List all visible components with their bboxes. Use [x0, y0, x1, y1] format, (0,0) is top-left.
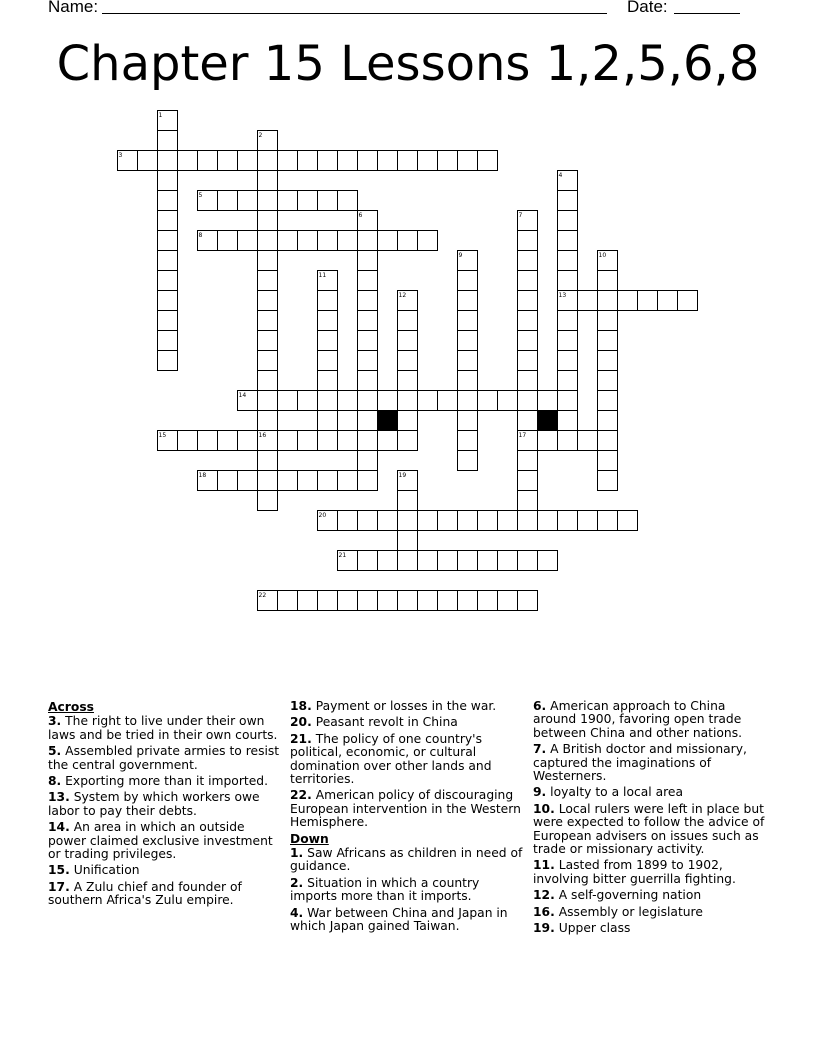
clue-number-label: 22 — [258, 592, 267, 599]
grid-cell[interactable] — [438, 551, 458, 571]
grid-cell[interactable] — [518, 491, 538, 511]
grid-cell[interactable] — [458, 151, 478, 171]
clue-number-label: 10 — [598, 252, 607, 259]
grid-cell[interactable] — [658, 291, 678, 311]
grid-cell[interactable] — [618, 291, 638, 311]
grid-cell[interactable] — [318, 471, 338, 491]
grid-cell[interactable] — [238, 151, 258, 171]
grid-cell[interactable] — [298, 391, 318, 411]
grid-cell[interactable] — [638, 291, 658, 311]
grid-cell[interactable] — [358, 291, 378, 311]
clue-down-16: 16. Assembly or legislature — [533, 904, 703, 919]
grid-cell[interactable] — [518, 331, 538, 351]
clue-down-19: 19. Upper class — [533, 921, 631, 936]
grid-cell[interactable] — [358, 231, 378, 251]
grid-cell[interactable] — [518, 351, 538, 371]
grid-cell[interactable] — [158, 191, 178, 211]
clue-across-20: 20. Peasant revolt in China — [290, 715, 458, 730]
grid-cell[interactable] — [358, 551, 378, 571]
grid-cell[interactable] — [398, 411, 418, 431]
grid-cell[interactable] — [518, 291, 538, 311]
clue-across-5: 5. Assembled private armies to resist the central government. — [48, 744, 280, 772]
grid-cell[interactable] — [338, 511, 358, 531]
grid-cell[interactable] — [258, 491, 278, 511]
grid-cell[interactable] — [358, 391, 378, 411]
grid-cell[interactable] — [398, 351, 418, 371]
grid-cell[interactable] — [558, 191, 578, 211]
grid-cell[interactable] — [258, 311, 278, 331]
grid-cell[interactable] — [538, 391, 558, 411]
grid-cell[interactable] — [458, 411, 478, 431]
clue-number-label: 7 — [518, 212, 523, 219]
grid-cell[interactable] — [278, 391, 298, 411]
grid-cell[interactable] — [358, 351, 378, 371]
grid-cell[interactable] — [318, 311, 338, 331]
page-title: Chapter 15 Lessons 1,2,5,6,8 — [56, 36, 760, 92]
clue-down-1: 1. Saw Africans as children in need of guidance. — [290, 846, 523, 874]
grid-cell[interactable] — [518, 251, 538, 271]
grid-cell[interactable] — [418, 591, 438, 611]
grid-cell[interactable] — [418, 391, 438, 411]
down-heading: Down — [290, 831, 329, 846]
clue-down-4: 4. War between China and Japan in which Japan gained Taiwan. — [290, 905, 508, 934]
grid-cell[interactable] — [158, 271, 178, 291]
grid-cell[interactable] — [518, 411, 538, 431]
grid-cell[interactable] — [438, 591, 458, 611]
clue-number-label: 4 — [558, 172, 563, 179]
grid-cell[interactable] — [458, 391, 478, 411]
grid-cell[interactable] — [338, 591, 358, 611]
grid-cell[interactable] — [278, 591, 298, 611]
grid-cell[interactable] — [558, 251, 578, 271]
grid-cell[interactable] — [158, 351, 178, 371]
grid-cell[interactable] — [158, 251, 178, 271]
grid-cell[interactable] — [418, 511, 438, 531]
grid-cell[interactable] — [198, 431, 218, 451]
grid-cell[interactable] — [258, 411, 278, 431]
clue-down-2: 2. Situation in which a country imports more than it imports. — [290, 875, 480, 904]
clue-across-13: 13. System by which workers owe labor to pay their debts. — [48, 790, 260, 818]
grid-cell[interactable] — [378, 591, 398, 611]
grid-cell[interactable] — [458, 511, 478, 531]
grid-cell[interactable] — [258, 371, 278, 391]
grid-cell[interactable] — [598, 311, 618, 331]
grid-cell[interactable] — [518, 311, 538, 331]
clue-across-21: 21. The policy of one country's political, economic, or cultural domination over other lands and territories. — [290, 731, 492, 787]
grid-cell[interactable] — [218, 191, 238, 211]
grid-cell[interactable] — [598, 451, 618, 471]
grid-cell[interactable] — [418, 151, 438, 171]
grid-cell[interactable] — [398, 311, 418, 331]
clue-number-label: 19 — [398, 472, 407, 479]
grid-cell[interactable] — [298, 471, 318, 491]
grid-cell[interactable] — [538, 511, 558, 531]
grid-cell[interactable] — [278, 431, 298, 451]
grid-cell[interactable] — [378, 551, 398, 571]
grid-cell[interactable] — [518, 511, 538, 531]
grid-cell[interactable] — [238, 231, 258, 251]
grid-cell[interactable] — [358, 311, 378, 331]
grid-cell[interactable] — [558, 311, 578, 331]
across-heading: Across — [48, 700, 94, 714]
grid-cell[interactable] — [298, 431, 318, 451]
clue-number-label: 14 — [238, 392, 247, 399]
grid-cell[interactable] — [158, 331, 178, 351]
grid-cell[interactable] — [518, 551, 538, 571]
clue-across-18: 18. Payment or losses in the war. — [290, 699, 497, 713]
grid-cell[interactable] — [358, 511, 378, 531]
clue-number-label: 3 — [118, 152, 123, 159]
grid-cell[interactable] — [498, 391, 518, 411]
grid-cell[interactable] — [298, 591, 318, 611]
clue-number-label: 9 — [458, 252, 463, 259]
grid-cell[interactable] — [338, 151, 358, 171]
grid-cell[interactable] — [218, 231, 238, 251]
grid-cell[interactable] — [438, 511, 458, 531]
grid-cell[interactable] — [418, 551, 438, 571]
grid-cell[interactable] — [578, 291, 598, 311]
grid-cell[interactable] — [198, 151, 218, 171]
grid-cell[interactable] — [258, 231, 278, 251]
grid-cell[interactable] — [458, 331, 478, 351]
grid-cell[interactable] — [398, 431, 418, 451]
grid-cell[interactable] — [478, 511, 498, 531]
clue-across-8: 8. Exporting more than it imported. — [48, 774, 268, 789]
grid-cell[interactable] — [278, 191, 298, 211]
grid-cell[interactable] — [498, 591, 518, 611]
grid-cell[interactable] — [278, 231, 298, 251]
grid-cell[interactable] — [478, 591, 498, 611]
grid-cell[interactable] — [318, 231, 338, 251]
clues-column-3 — [533, 700, 769, 939]
clue-number-label: 16 — [258, 432, 267, 439]
grid-cell[interactable] — [478, 151, 498, 171]
grid-cell[interactable] — [358, 591, 378, 611]
grid-cell[interactable] — [298, 231, 318, 251]
grid-cell[interactable] — [318, 591, 338, 611]
grid-cell[interactable] — [598, 431, 618, 451]
grid-cell[interactable] — [558, 231, 578, 251]
grid-cell[interactable] — [458, 311, 478, 331]
grid-cell[interactable] — [438, 391, 458, 411]
grid-cell[interactable] — [278, 471, 298, 491]
grid-cell[interactable] — [558, 211, 578, 231]
grid-cell[interactable] — [258, 151, 278, 171]
grid-cell[interactable] — [318, 411, 338, 431]
grid-cell[interactable] — [238, 191, 258, 211]
grid-cell[interactable] — [258, 191, 278, 211]
clue-number-label: 15 — [158, 432, 167, 439]
grid-cell[interactable] — [258, 351, 278, 371]
clue-number-label: 6 — [358, 212, 363, 219]
clue-across-15: 15. Unification — [48, 863, 140, 878]
grid-cell[interactable] — [318, 331, 338, 351]
clue-across-17: 17. A Zulu chief and founder of southern Africa's Zulu empire. — [48, 879, 242, 908]
grid-cell[interactable] — [138, 151, 158, 171]
grid-cell[interactable] — [378, 431, 398, 451]
clue-number-label: 5 — [198, 192, 203, 199]
grid-cell[interactable] — [258, 271, 278, 291]
date-label: Date: — [627, 0, 668, 16]
grid-cell[interactable] — [338, 231, 358, 251]
grid-cell[interactable] — [578, 431, 598, 451]
grid-cell[interactable] — [358, 331, 378, 351]
grid-cell[interactable] — [598, 391, 618, 411]
grid-cell[interactable] — [258, 471, 278, 491]
clue-number-label: 12 — [398, 292, 407, 299]
grid-cell[interactable] — [518, 451, 538, 471]
grid-cell[interactable] — [558, 351, 578, 371]
grid-cell[interactable] — [518, 471, 538, 491]
grid-cell[interactable] — [518, 391, 538, 411]
grid-cell[interactable] — [378, 151, 398, 171]
clue-across-22: 22. American policy of discouraging European intervention in the Western Hemisphere. — [290, 788, 521, 830]
grid-cell[interactable] — [618, 511, 638, 531]
grid-cell-black — [538, 411, 558, 431]
clues-column-1 — [48, 700, 280, 911]
grid-cell[interactable] — [458, 271, 478, 291]
grid-cell[interactable] — [418, 231, 438, 251]
grid-cell[interactable] — [398, 391, 418, 411]
grid-cell[interactable] — [158, 171, 178, 191]
grid-cell[interactable] — [558, 271, 578, 291]
grid-cell[interactable] — [558, 411, 578, 431]
clue-number-label: 20 — [318, 512, 327, 519]
grid-cell[interactable] — [458, 591, 478, 611]
grid-cell[interactable] — [398, 371, 418, 391]
grid-cell[interactable] — [338, 431, 358, 451]
grid-cell[interactable] — [358, 251, 378, 271]
grid-cell[interactable] — [598, 331, 618, 351]
grid-cell[interactable] — [358, 471, 378, 491]
grid-cell[interactable] — [518, 371, 538, 391]
grid-cell[interactable] — [178, 151, 198, 171]
grid-cell[interactable] — [398, 491, 418, 511]
grid-cell[interactable] — [678, 291, 698, 311]
clue-number-label: 13 — [558, 292, 567, 299]
grid-cell[interactable] — [578, 511, 598, 531]
clue-number-label: 17 — [518, 432, 527, 439]
grid-cell[interactable] — [318, 291, 338, 311]
grid-cell[interactable] — [598, 371, 618, 391]
grid-cell[interactable] — [378, 231, 398, 251]
grid-cell[interactable] — [318, 191, 338, 211]
grid-cell[interactable] — [278, 151, 298, 171]
clue-number-label: 8 — [198, 232, 203, 239]
grid-cell[interactable] — [218, 431, 238, 451]
grid-cell[interactable] — [458, 291, 478, 311]
grid-cell[interactable] — [158, 211, 178, 231]
grid-cell[interactable] — [458, 371, 478, 391]
grid-cell[interactable] — [318, 351, 338, 371]
grid-cell[interactable] — [358, 451, 378, 471]
grid-cell[interactable] — [598, 291, 618, 311]
grid-cell[interactable] — [558, 511, 578, 531]
clue-number-label: 18 — [198, 472, 207, 479]
grid-cell[interactable] — [438, 151, 458, 171]
grid-cell[interactable] — [338, 391, 358, 411]
grid-cell[interactable] — [458, 451, 478, 471]
grid-cell[interactable] — [398, 331, 418, 351]
grid-cell[interactable] — [498, 551, 518, 571]
grid-cell[interactable] — [158, 311, 178, 331]
grid-cell[interactable] — [498, 511, 518, 531]
grid-cell[interactable] — [398, 551, 418, 571]
grid-cell[interactable] — [218, 471, 238, 491]
grid-cell[interactable] — [398, 531, 418, 551]
grid-cell[interactable] — [598, 411, 618, 431]
grid-cell[interactable] — [158, 231, 178, 251]
grid-cell[interactable] — [378, 511, 398, 531]
clue-down-6: 6. American approach to China around 1900, favoring open trade between China and other nations. — [533, 699, 743, 740]
grid-cell[interactable] — [178, 431, 198, 451]
grid-cell[interactable] — [598, 511, 618, 531]
grid-cell[interactable] — [478, 551, 498, 571]
grid-cell[interactable] — [258, 291, 278, 311]
grid-cell[interactable] — [358, 271, 378, 291]
grid-cell[interactable] — [358, 411, 378, 431]
clue-down-11: 11. Lasted from 1899 to 1902, involving bitter guerrilla fighting. — [533, 858, 736, 886]
clue-number-label: 21 — [338, 552, 347, 559]
grid-cell[interactable] — [598, 351, 618, 371]
grid-cell[interactable] — [298, 151, 318, 171]
grid-cell[interactable] — [518, 231, 538, 251]
grid-cell[interactable] — [378, 391, 398, 411]
grid-cell[interactable] — [598, 471, 618, 491]
grid-cell[interactable] — [518, 271, 538, 291]
grid-cell[interactable] — [518, 591, 538, 611]
clues-column-2 — [290, 700, 525, 937]
grid-cell[interactable] — [258, 451, 278, 471]
grid-cell[interactable] — [338, 471, 358, 491]
clue-down-7: 7. A British doctor and missionary, captured the imaginations of Westerners. — [533, 742, 747, 784]
clue-across-14: 14. An area in which an outside power claimed exclusive investment or trading privileges. — [48, 820, 273, 862]
grid-cell[interactable] — [318, 391, 338, 411]
grid-cell[interactable] — [398, 591, 418, 611]
grid-cell[interactable] — [458, 431, 478, 451]
grid-cell[interactable] — [238, 471, 258, 491]
grid-cell[interactable] — [158, 131, 178, 151]
clue-number-label: 11 — [318, 272, 327, 279]
grid-cell[interactable] — [158, 151, 178, 171]
grid-cell-black — [378, 411, 398, 431]
grid-cell[interactable] — [258, 251, 278, 271]
name-label: Name: — [48, 0, 99, 16]
clue-down-9: 9. loyalty to a local area — [533, 785, 684, 800]
grid-cell[interactable] — [258, 391, 278, 411]
grid-cell[interactable] — [338, 191, 358, 211]
grid-cell[interactable] — [478, 391, 498, 411]
grid-cell[interactable] — [258, 211, 278, 231]
grid-cell[interactable] — [318, 151, 338, 171]
grid-cell[interactable] — [538, 551, 558, 571]
grid-cell[interactable] — [538, 431, 558, 451]
grid-cell[interactable] — [398, 511, 418, 531]
grid-cell[interactable] — [218, 151, 238, 171]
grid-cell[interactable] — [558, 431, 578, 451]
grid-cell[interactable] — [358, 151, 378, 171]
grid-cell[interactable] — [158, 291, 178, 311]
clue-down-10: 10. Local rulers were left in place but were expected to follow the advice of European advisers on issues such as trade or missionary activity. — [533, 801, 765, 857]
grid-cell[interactable] — [258, 331, 278, 351]
clue-number-label: 2 — [258, 132, 263, 139]
grid-cell[interactable] — [318, 371, 338, 391]
grid-cell[interactable] — [358, 431, 378, 451]
grid-cell[interactable] — [458, 351, 478, 371]
clue-down-12: 12. A self-governing nation — [533, 888, 702, 903]
grid-cell[interactable] — [238, 431, 258, 451]
grid-cell[interactable] — [318, 431, 338, 451]
clue-number-label: 1 — [158, 112, 163, 119]
clue-across-3: 3. The right to live under their own laws and be tried in their own courts. — [48, 714, 278, 742]
grid-cell[interactable] — [298, 191, 318, 211]
grid-cell[interactable] — [258, 171, 278, 191]
grid-cell[interactable] — [398, 151, 418, 171]
grid-cell[interactable] — [558, 331, 578, 351]
grid-cell[interactable] — [598, 271, 618, 291]
grid-cell[interactable] — [558, 371, 578, 391]
grid-cell[interactable] — [358, 371, 378, 391]
grid-cell[interactable] — [398, 231, 418, 251]
grid-cell[interactable] — [558, 391, 578, 411]
grid-cell[interactable] — [458, 551, 478, 571]
